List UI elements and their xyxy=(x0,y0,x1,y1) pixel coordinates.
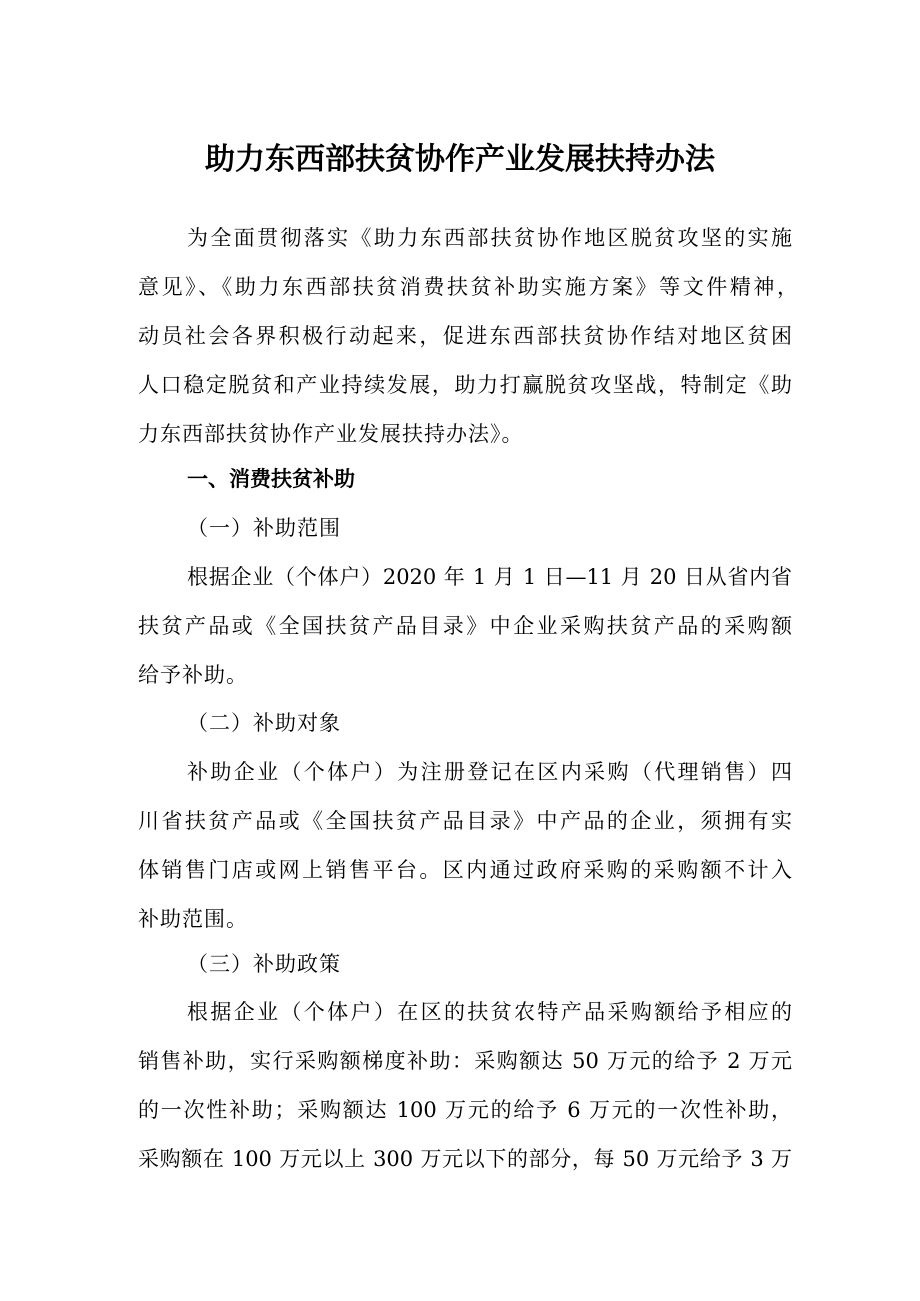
intro-line-5: 力东西部扶贫协作产业发展扶持办法》。 xyxy=(138,422,524,446)
policy-line-4: 采购额在 100 万元以上 300 万元以下的部分，每 50 万元给予 3 万 xyxy=(138,1147,792,1171)
target-line-1: 补助企业（个体户）为注册登记在区内采购（代理销售）四 xyxy=(187,760,792,784)
section-heading-consumption-subsidy: 一、消费扶贫补助 xyxy=(187,467,355,491)
policy-line-3: 的一次性补助；采购额达 100 万元的给予 6 万元的一次性补助， xyxy=(138,1098,792,1122)
intro-line-4: 人口稳定脱贫和产业持续发展，助力打赢脱贫攻坚战，特制定《助 xyxy=(138,373,792,397)
scope-line-3: 给予补助。 xyxy=(138,663,248,687)
scope-line-2: 扶贫产品或《全国扶贫产品目录》中企业采购扶贫产品的采购额 xyxy=(138,614,792,638)
scope-line-1: 根据企业（个体户）2020 年 1 月 1 日—11 月 20 日从省内省 xyxy=(187,565,792,589)
target-line-4: 补助范围。 xyxy=(138,907,248,931)
sub-heading-target: （二）补助对象 xyxy=(187,711,341,735)
sub-heading-policy: （三）补助政策 xyxy=(187,952,341,976)
policy-line-1: 根据企业（个体户）在区的扶贫农特产品采购额给予相应的 xyxy=(187,1000,792,1024)
target-line-2: 川省扶贫产品或《全国扶贫产品目录》中产品的企业，须拥有实 xyxy=(138,809,792,833)
policy-line-2: 销售补助，实行采购额梯度补助：采购额达 50 万元的给予 2 万元 xyxy=(138,1049,792,1073)
intro-line-2: 意见》、《助力东西部扶贫消费扶贫补助实施方案》等文件精神， xyxy=(138,275,798,299)
intro-line-3: 动员社会各界积极行动起来，促进东西部扶贫协作结对地区贫困 xyxy=(138,324,792,348)
intro-line-1: 为全面贯彻落实《助力东西部扶贫协作地区脱贫攻坚的实施 xyxy=(187,226,792,250)
sub-heading-scope: （一）补助范围 xyxy=(187,516,341,540)
target-line-3: 体销售门店或网上销售平台。区内通过政府采购的采购额不计入 xyxy=(138,858,792,882)
document-title: 助力东西部扶贫协作产业发展扶持办法 xyxy=(205,142,715,177)
